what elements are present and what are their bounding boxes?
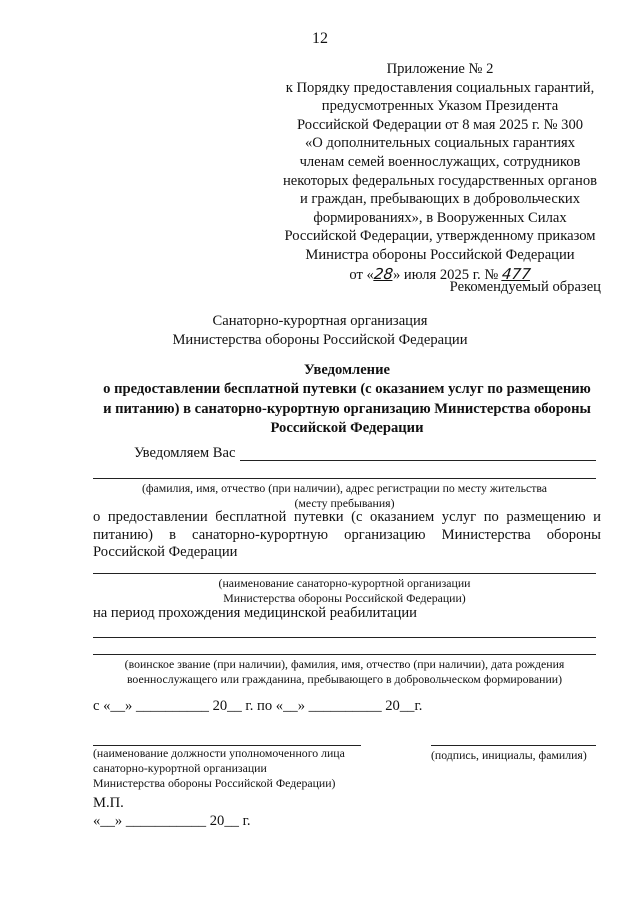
appendix-line: Министра обороны Российской Федерации xyxy=(305,246,575,263)
serviceman-caption-line-1: (воинское звание (при наличии), фамилия, имя, отчество (при наличии), дата рождения xyxy=(124,657,565,671)
appendix-line: предусмотренных Указом Президента xyxy=(321,98,559,115)
serviceman-caption xyxy=(93,657,596,687)
organization-field-line[interactable] xyxy=(93,573,596,574)
serviceman-field-line-2[interactable] xyxy=(93,654,596,655)
sample-label: Рекомендуемый образец xyxy=(449,279,601,295)
org-caption xyxy=(93,576,596,606)
recipient-field-line-1[interactable] xyxy=(240,460,596,461)
appendix-line: «О дополнительных социальных гарантиях xyxy=(304,135,576,152)
person-caption-line-1: (фамилия, имя, отчество (при наличии), адрес регистрации по месту жительства xyxy=(141,481,548,495)
recipient-field-line-2[interactable] xyxy=(93,478,596,479)
page-number: 12 xyxy=(312,30,328,47)
period-dates: с «__» __________ 20__ г. по «__» __________ 20__г. xyxy=(93,698,423,714)
position-caption-line-3: Министерства обороны Российской Федерации) xyxy=(93,776,336,790)
org-caption-line-2: Министерства обороны Российской Федерации) xyxy=(223,591,466,605)
handwritten-order-number: 477 xyxy=(501,264,532,283)
org-caption-line-1: (наименование санаторно-курортной организации xyxy=(218,576,471,590)
signature-date: «__» ___________ 20__ г. xyxy=(93,813,251,829)
org-line-2: Министерства обороны Российской Федерации xyxy=(172,331,468,348)
organization-header xyxy=(0,312,640,349)
handwritten-day: 28 xyxy=(372,264,394,283)
appendix-line: Российской Федерации, утвержденному приказом xyxy=(284,228,596,245)
person-caption xyxy=(93,481,596,511)
position-caption xyxy=(93,746,345,791)
notice-subtitle-line: и питанию) в санаторно-курортную организацию Министерства обороны xyxy=(103,400,591,417)
appendix-line: Российской Федерации от 8 мая 2025 г. № 300 xyxy=(296,116,584,133)
notice-title: Уведомление xyxy=(304,362,390,378)
appendix-line: и граждан, пребывающих в добровольческих xyxy=(299,191,581,208)
appendix-line: формированиях», в Вооруженных Силах xyxy=(313,209,567,226)
person-caption-line-2: (месту пребывания) xyxy=(294,496,395,510)
date-middle: » июля 2025 г. № xyxy=(392,266,499,283)
appendix-line: к Порядку предоставления социальных гарантий, xyxy=(285,79,595,96)
position-caption-line-1: (наименование должности уполномоченного лица xyxy=(93,746,345,760)
appendix-line: некоторых федеральных государственных органов xyxy=(282,172,598,189)
org-line-1: Санаторно-курортная организация xyxy=(212,313,428,329)
notice-subtitle-line: о предоставлении бесплатной путевки (с оказанием услуг по размещению xyxy=(103,381,591,398)
serviceman-caption-line-2: военнослужащего или гражданина, пребывающего в добровольческом формировании) xyxy=(126,672,563,686)
signature-field-line[interactable] xyxy=(431,745,596,746)
body-paragraph: о предоставлении бесплатной путевки (с оказанием услуг по размещению и питанию) в санаторно-курортную организацию Министерства обороны Российской Федерации xyxy=(93,509,601,560)
notice-title-block xyxy=(92,361,602,439)
position-caption-line-2: санаторно-курортной организации xyxy=(93,761,267,775)
appendix-line: членам семей военнослужащих, сотрудников xyxy=(299,153,581,170)
serviceman-field-line-1[interactable] xyxy=(93,637,596,638)
date-prefix: от « xyxy=(349,266,374,283)
appendix-line: Приложение № 2 xyxy=(386,61,494,77)
stamp-label: М.П. xyxy=(93,795,124,811)
notice-subtitle-line: Российской Федерации xyxy=(270,420,424,437)
period-text: на период прохождения медицинской реабилитации xyxy=(93,605,417,621)
notify-label: Уведомляем Вас xyxy=(134,445,236,461)
appendix-header xyxy=(270,60,610,284)
sign-caption: (подпись, инициалы, фамилия) xyxy=(431,748,587,762)
